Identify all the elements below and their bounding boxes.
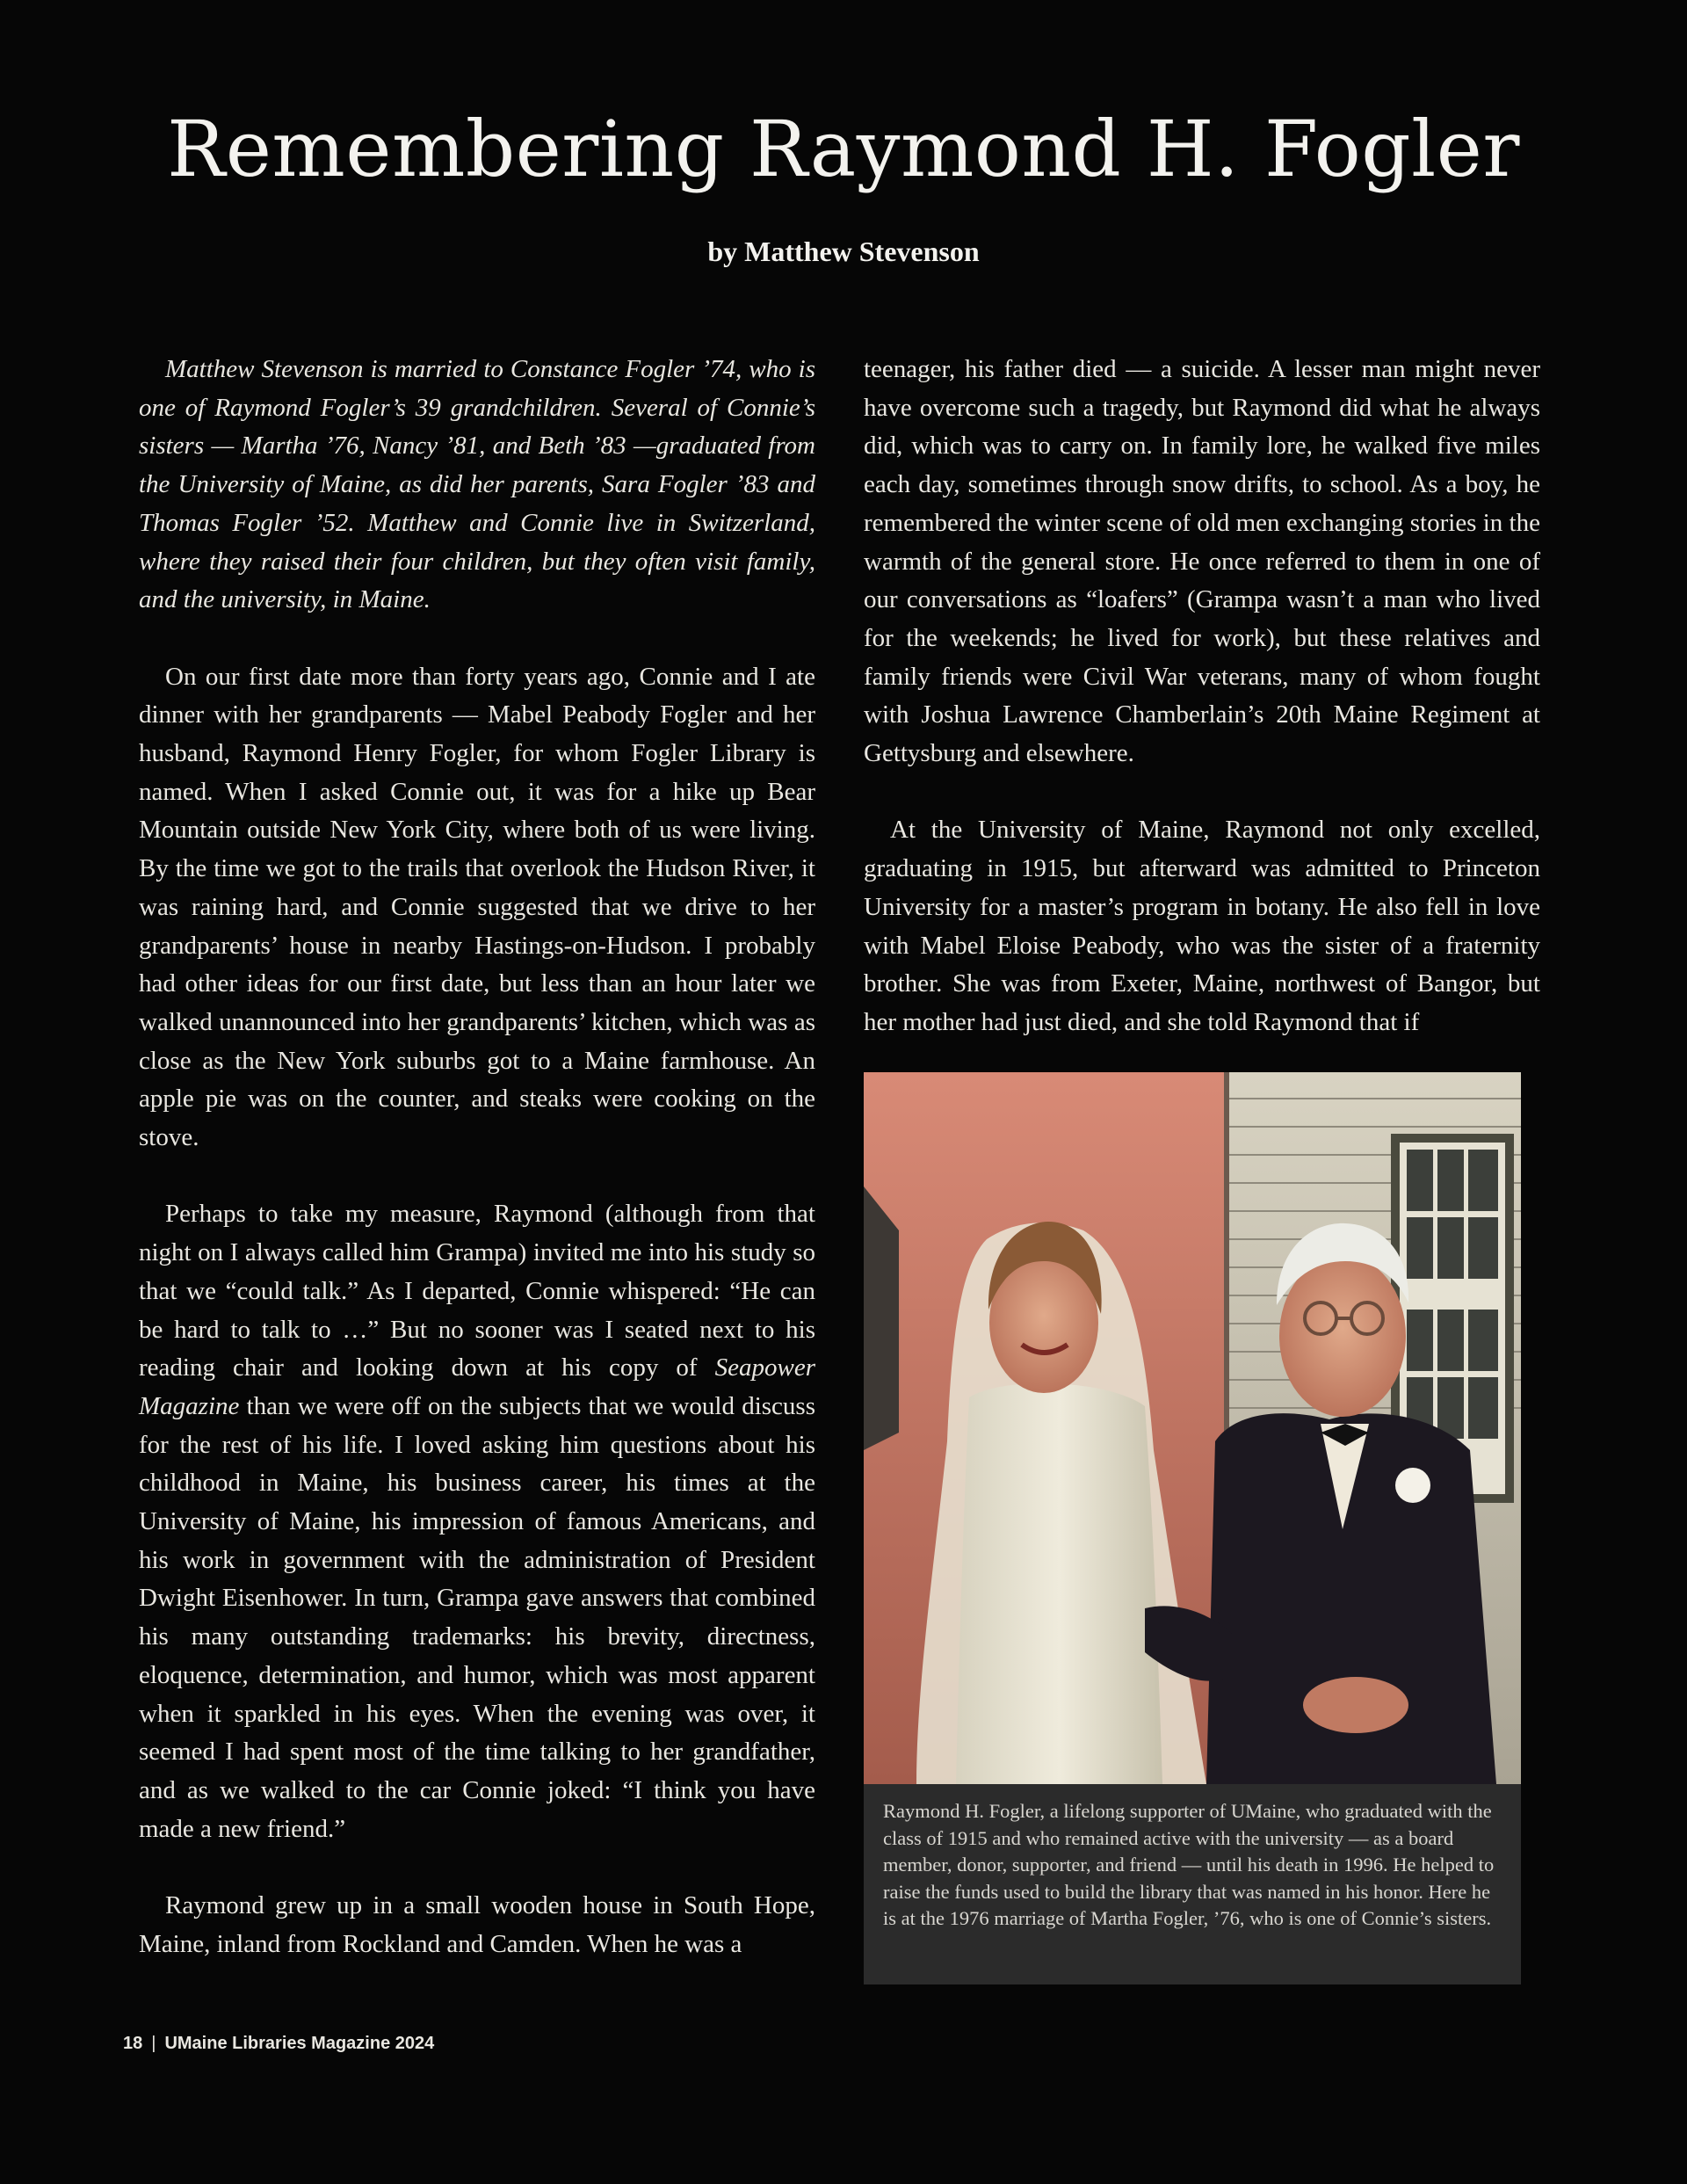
byline: by Matthew Stevenson: [707, 236, 980, 267]
page-footer: [123, 2034, 434, 2054]
wedding-photo: [864, 1072, 1521, 1984]
right-column: [864, 351, 1540, 1042]
paragraph-first-date: On our first date more than forty years ago, Connie and I ate dinner with her grandparents — Mabel Peabody Fogler and her husband, Raymond Henry Fogler, for whom Fogler Library is named. When I asked Connie out, it was for a hike up Bear Mountain outside New York City, where both of us were living. By the time we got to the trails that overlook the Hudson River, it was raining hard, and Connie suggested that we drive to her grandparents’ house in nearby Hastings-on-Hudson. I probably had other ideas for our first date, but less than an hour later we walked unannounced into her grandparents’ kitchen, which was as close as the New York suburbs got to a Maine farmhouse. An apple pie was on the counter, and steaks were cooking on the stove.: [139, 662, 815, 1152]
paragraph-study-text-a: Perhaps to take my measure, Raymond (although from that night on I always called him Grampa) invited me into his study so that we “could talk.” As I departed, Connie whispered: “He can be hard to talk to …” But no sooner was I seated next to his reading chair and looking down at his copy of: [139, 1200, 815, 1382]
paragraph-study-text-b: than we were off on the subjects that we would discuss for the rest of his life. I loved asking him questions about his childhood in Maine, his business career, his times at the University of Maine, his impression of famous Americans, and his work in government with the administration of President Dwight Eisenhower. In turn, Grampa gave answers that combined his many outstanding trademarks: his brevity, directness, eloquence, determination, and humor, which was most apparent when it sparkled in his eyes. When the evening was over, it seemed I had spent most of the time talking to her grandfather, and as we walked to the car Connie joked: “I think you have made a new friend.”: [139, 1391, 815, 1843]
page-number: 18: [123, 2034, 143, 2053]
footer-separator: |: [151, 2034, 156, 2053]
wedding-photo-image: [864, 1072, 1521, 1784]
paragraph-study: [139, 1195, 815, 1848]
paragraph-childhood-cont: teenager, his father died — a suicide. A lesser man might never have overcome such a tragedy, but Raymond did what he always did, which was to carry on. In family lore, he walked five miles each day, sometimes through snow drifts, to school. As a boy, he remembered the winter scene of old men exchanging stories in the warmth of the general store. He once referred to them in one of our conversations as “loafers” (Grampa wasn’t a man who lived for the weekends; he lived for work), but these relatives and family friends were Civil War veterans, many of whom fought with Joshua Lawrence Chamberlain’s 20th Maine Regiment at Gettysburg and elsewhere.: [864, 355, 1540, 768]
author-intro: Matthew Stevenson is married to Constance Fogler ’74, who is one of Raymond Fogler’s 39 grandchildren. Several of Connie’s sisters — Martha ’76, Nancy ’81, and Beth ’83 —graduated from the University of Maine, as did her parents, Sara Fogler ’83 and Thomas Fogler ’52. Matthew and Connie live in Switzerland, where they raised their four children, but they often visit family, and the university, in Maine.: [139, 355, 815, 614]
magazine-title: Seapower Magazine: [139, 1353, 815, 1420]
left-column: [139, 351, 815, 1963]
publication-name: UMaine Libraries Magazine 2024: [164, 2034, 435, 2053]
paragraph-childhood-start: Raymond grew up in a small wooden house in South Hope, Maine, inland from Rockland and Camden. When he was a: [139, 1891, 815, 1958]
paragraph-university: At the University of Maine, Raymond not only excelled, graduating in 1915, but afterward was admitted to Princeton University for a master’s program in botany. He also fell in love with Mabel Eloise Peabody, who was the sister of a fraternity brother. She was from Exeter, Maine, northwest of Bangor, but her mother had just died, and she told Raymond that if: [864, 816, 1540, 1036]
article-title: Remembering Raymond H. Fogler: [167, 104, 1520, 194]
photo-caption: Raymond H. Fogler, a lifelong supporter of UMaine, who graduated with the class of 1915 and who remained active with the university — as a board member, donor, supporter, and friend — until his death in 1996. He helped to raise the funds used to build the library that was named in his honor. Here he is at the 1976 marriage of Martha Fogler, ’76, who is one of Connie’s sisters.: [864, 1784, 1521, 1984]
